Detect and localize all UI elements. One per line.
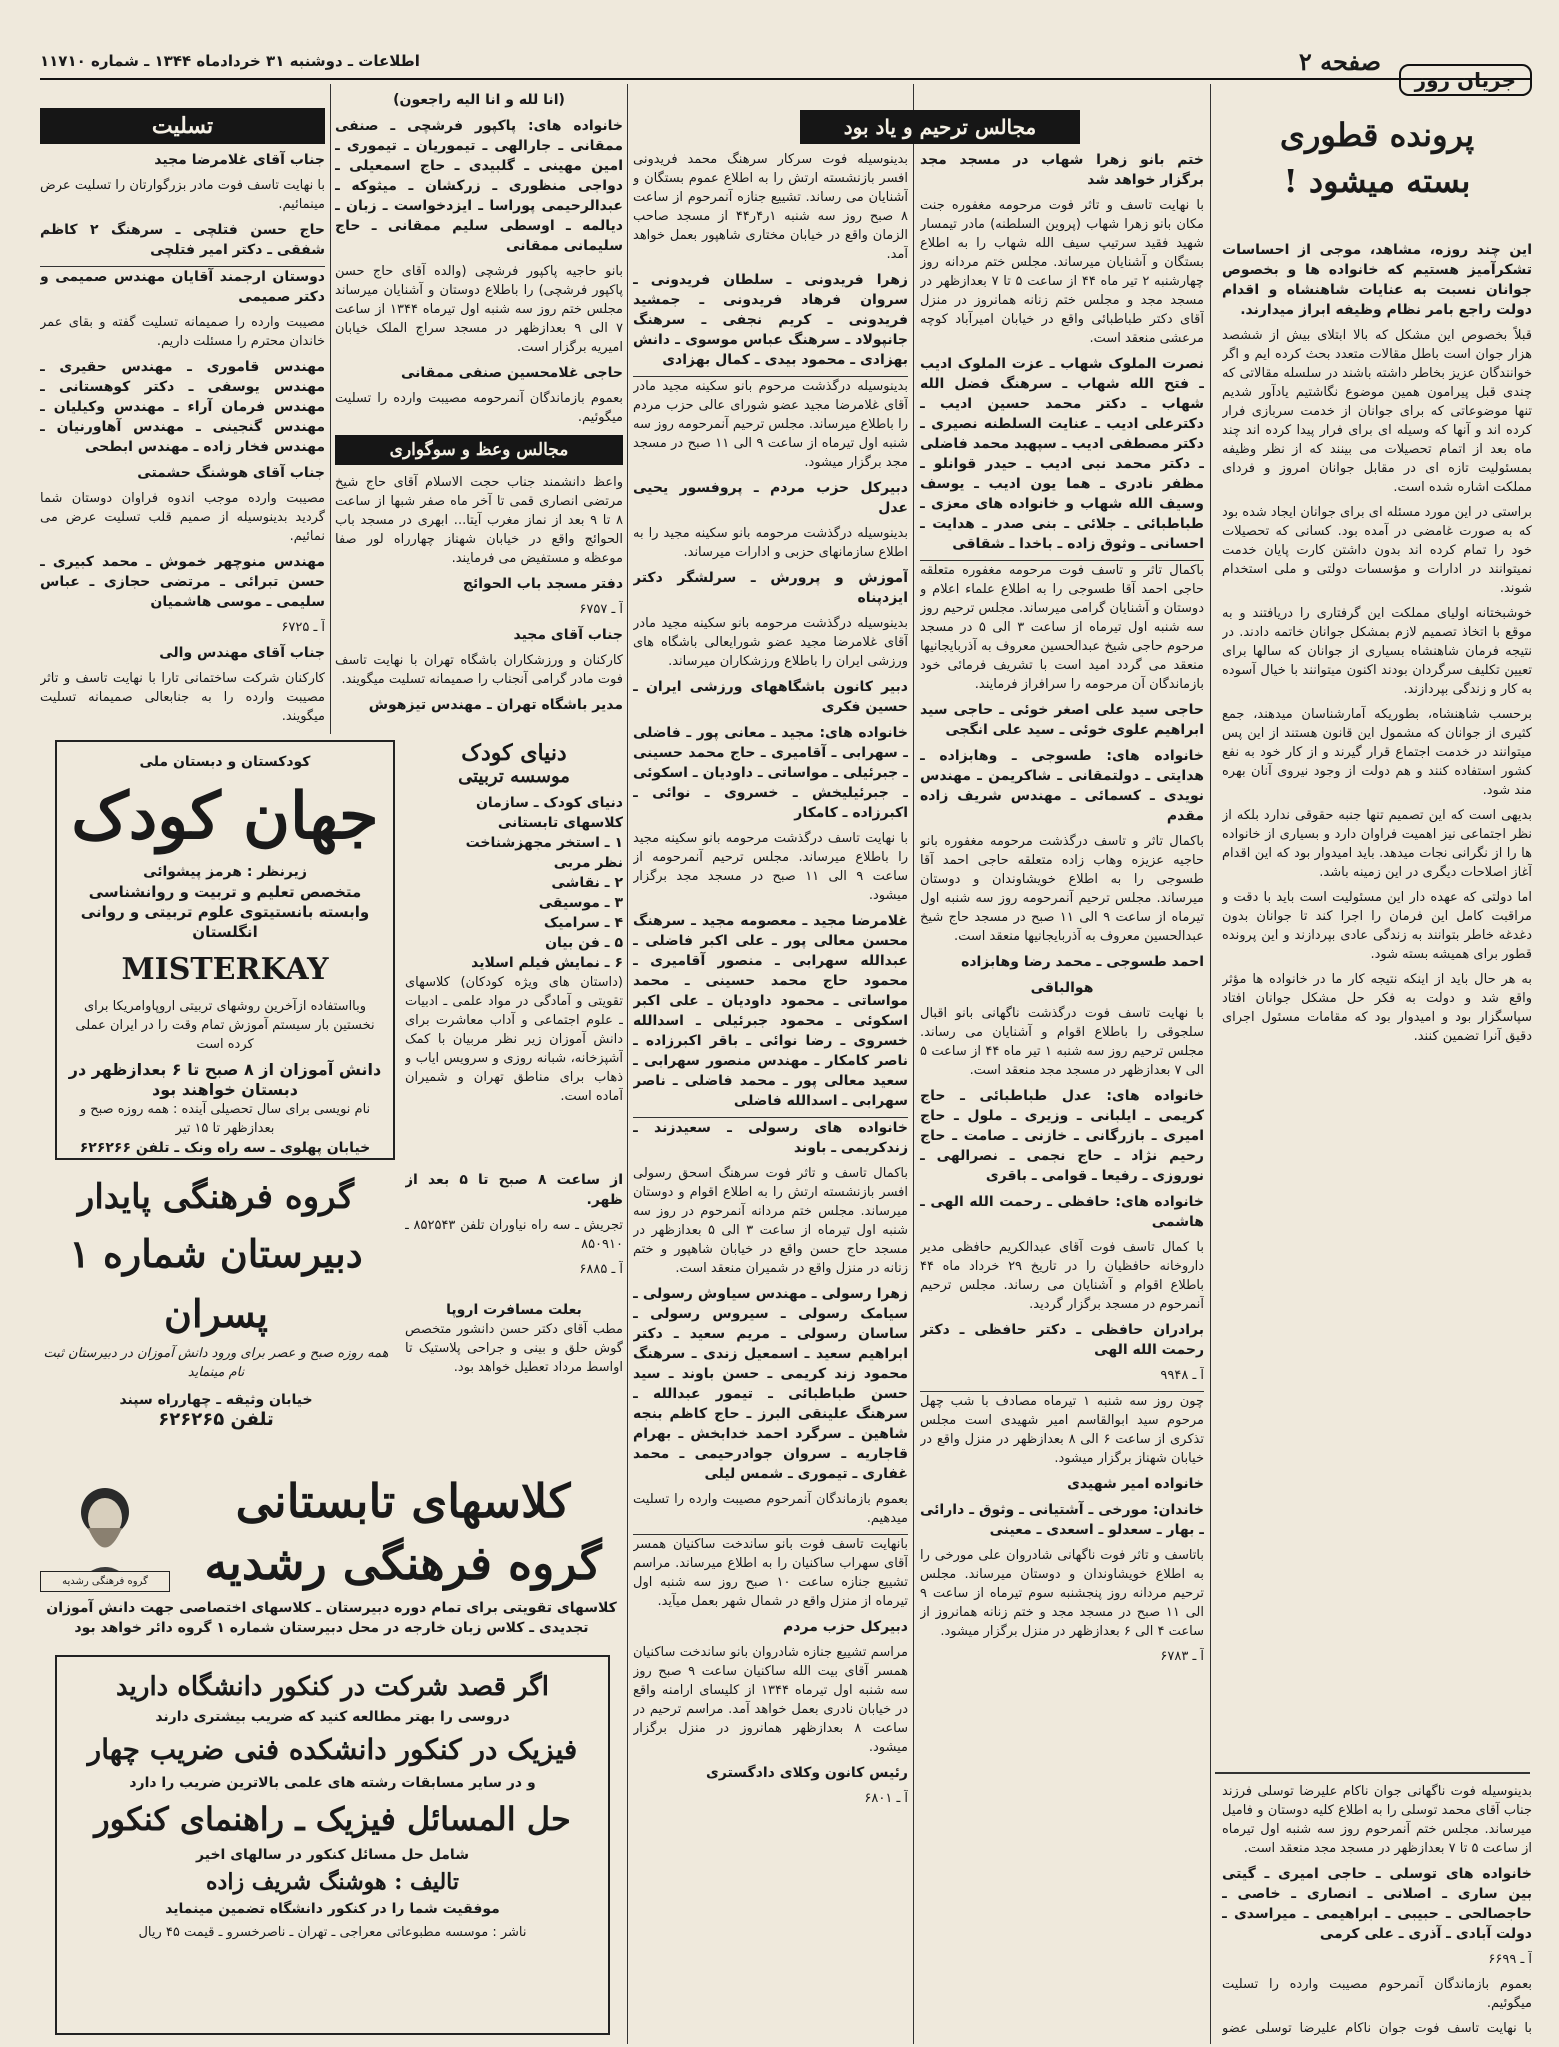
course-item: ۱ ـ استخر مجهزشناخت — [465, 835, 623, 851]
ad-text: وبااستفاده ازآخرین روشهای تربیتی اروپاوامریکا برای نخستین بار سیستم آموزش تمام وقت را در ایران عملی کرده است — [75, 999, 375, 1052]
notice-text: بدینوسیله فوت ناگهانی جوان ناکام علیرضا توسلی فرزند جناب آقای محمد توسلی را به اطلاع کلیه دوستان و فامیل میرساند. مجلس ختم آنمرحوم روز سه شنبه اول تیرماه از ساعت ۵ تا ۷ بعدازظهر در مسجد مجد منعقد است. — [1222, 1784, 1532, 1856]
notice-sign: رئیس کانون وکلای دادگستری — [706, 1765, 908, 1781]
ad-title: کلاسهای تابستانی — [235, 1474, 571, 1528]
course-item: کلاسهای تابستانی — [497, 815, 623, 831]
ad-school: دبیرستان شماره ۱ پسران — [69, 1231, 363, 1336]
notice-code: آ ـ ۶۸۰۱ — [864, 1791, 908, 1806]
obituary-tavassoli — [1222, 1782, 1532, 2037]
notice-text: کارکنان و ورزشکاران باشگاه تهران با نهایت تاسف فوت مادر گرامی آنجناب را صمیمانه تسلیت میگویند. — [335, 653, 623, 687]
ad-text: کلاسهای تقویتی برای تمام دوره دبیرستان ـ کلاسهای اختصاصی جهت دانش آموزان تجدیدی ـ کلاس زبان خارجه در محل دبیرستان شماره ۱ گروه دائر خواهد بود — [46, 1600, 617, 1636]
ad-text: و در سایر مسابقات رشته های علمی بالاترین ضریب را دارد — [129, 1775, 536, 1791]
notice-sign: دبیر کانون باشگاههای ورزشی ایران ـ حسین فکری — [633, 679, 908, 715]
ad-specialty: متخصص تعلیم و تربیت و روانشناسی وابسته بانستیتوی علوم تربیتی و روانی انگلستان — [80, 883, 370, 941]
notice-title: جناب آقای مجید — [513, 627, 623, 643]
notice-text: بدینوسیله فوت سرکار سرهنگ محمد فریدونی افسر بازنشسته ارتش را به اطلاع عموم بستگان و آشنایان می رساند. تشییع جنازه آنمرحوم از ساعت ۸ صبح روز سه شنبه ۱ر۴ر۴۴ از مسجد صاحب الزمان واقع در خیابان مختاری شاهپور بعمل خواهد آمد. — [633, 152, 908, 262]
ad-group: گروه فرهنگی پایدار — [77, 1177, 355, 1217]
notice-family: خانواده های: عدل طباطبائی ـ حاج کریمی ـ ایلبانی ـ وزیری ـ ملول ـ حاج امیری ـ بازرگانی ـ خازنی ـ صامت ـ حاج رحیم نژاد ـ حاج نجمی ـ نصرالهی ـ نوروزی ـ رفیعا ـ قوامی ـ باقری — [920, 1088, 1204, 1184]
ad-phone: تلفن ۶۲۶۲۶۵ — [158, 1409, 274, 1430]
notice-code: آ ـ ۶۷۸۳ — [1160, 1649, 1204, 1664]
notice-sign: احمد طسوجی ـ محمد رضا وهابزاده — [961, 954, 1204, 970]
notice-title: جناب آقای هوشنگ حشمتی — [137, 465, 325, 481]
notice-names: نصرت الملوک شهاب ـ عزت الملوک ادیب ـ فتح الله شهاب ـ سرهنگ فضل الله شهاب ـ دکتر محمد حسین ادیب ـ دکترعلی ادیب ـ عنایت السلطنه نصیری ـ دکتر مصطفی ادیب ـ سپهبد محمد فاضلی ـ دکتر محمد نبی ادیب ـ حیدر قوانلو ـ مظفر نادری ـ هما یون ادیب ـ یوسف وسیف الله شهاب و خانواده های معزی ـ طباطبائی ـ جلائی ـ بنی صدر ـ هدایت ـ احسانی ـ وثوق زاده ـ باخدا ـ شقاقی — [920, 356, 1204, 552]
notice-text: کارکنان شرکت ساختمانی تارا با نهایت تاسف و تاثر مصیبت وارده را به جنابعالی صمیمانه تسلیت میگویند. — [40, 671, 325, 724]
notice-text: با نهایت تاسف درگذشت مرحومه بانو سکینه مجید را باطلاع میرساند. مجلس ترحیم آنمرحومه از ساعت ۹ الی ۱۱ صبح در مسجد مجد برگزار میشود. — [633, 831, 908, 903]
notice-title: بعلت مسافرت اروپا — [446, 1302, 582, 1318]
course-item: دنیای کودک ـ سازمان — [475, 795, 623, 811]
ad-jahan-koodak — [55, 740, 395, 1160]
ad-text: همه روزه صبح و عصر برای ورود دانش آموزان در دبیرستان ثبت نام مینماید — [43, 1346, 389, 1380]
notice-text: مطب آقای دکتر حسن دانشور متخصص گوش حلق و بینی و جراحی پلاستیک تا اواسط مرداد تعطیل خواهد بود. — [405, 1322, 623, 1375]
notice-sign: دبیرکل حزب مردم ـ پروفسور یحیی عدل — [633, 480, 908, 516]
notice-text: با نهایت تاسف فوت مادر بزرگوارتان را تسلیت عرض مینمائیم. — [40, 178, 325, 212]
notice-text: باکمال تاثر و تاسف فوت مرحومه مغفوره متعلقه حاجی احمد آقا طسوجی را به اطلاع علماء اعلام و دوستان و آشنایان گرامی میرساند. مجلس ترحیم روز سه شنبه اول تیرماه از ساعت ۳ الی ۵ در مسجد مرحوم حاجی شیخ عبدالحسین معروف به آذربایجانیها منعقد می گردد امید است با تشریف فرمائی خود بازماندگان آن مرحومه را سرافراز فرمایند. — [920, 563, 1204, 692]
editorial-subheadline: بسته میشود ! — [1283, 162, 1471, 200]
notice-divider — [633, 1534, 908, 1535]
notice-text: بدینوسیله درگذشت مرحوم بانو سکینه مجید مادر آقای غلامرضا مجید عضو شورای عالی حزب مردم را باطلاع میرساند. مجلس ترحیم آنمرحومه روز سه شنبه اول تیرماه از ساعت ۹ الی ۱۱ صبح در مسجد مجد برگزار میشود. — [633, 379, 908, 470]
editorial-column — [1222, 64, 1532, 1764]
page-number: صفحه ۲ — [1298, 46, 1381, 76]
ad-donyaye-koodak-contact — [405, 1170, 623, 1280]
ad-author: تالیف : هوشنگ شریف زاده — [206, 1869, 459, 1895]
notice-family: خانواده های: پاکپور فرشچی ـ صنفی ممقانی ـ جارالهی ـ تیموریان ـ تیموری ـ امین مهینی ـ گلبیدی ـ حاج اسمعیلی ـ دواجی منظوری ـ زرکشان ـ میثوکه ـ عبدالرحیمی پوراسا ـ ایزدخواست ـ زبان ـ دیالمه ـ اوسطی سلیم ممقانی ـ حاج سلیمانی ممقانی — [335, 118, 623, 254]
editorial-paragraph: خوشبختانه اولیای مملکت این گرفتاری را دریافتند و به موقع با اتخاذ تصمیم لازم بمشکل جوانان خاتمه دادند. در نتیجه فرمان شاهنشاه بسیاری از جوانان که سالها برای تعیین تکلیف سرگردان بودند اکنون میتوانند با خیال آسوده به کار و زندگی بپردازند. — [1222, 606, 1532, 697]
notice-text: باکمال تاثر و تاسف درگذشت مرحومه مغفوره بانو حاجیه عزیزه وهاب زاده متعلقه حاجی احمد آقا طسوجی را به اطلاع خویشاوندان و دوستان میرساند. مجلس ترحیم آنمرحومه روز سه شنبه اول تیرماه از ساعت ۹ الی ۱۱ صبح در مسجد حاج شیخ عبدالحسین معروف به آذربایجانیها منعقد است. — [920, 834, 1204, 944]
ad-hours: از ساعت ۸ صبح تا ۵ بعد از ظهر. — [405, 1172, 623, 1208]
notice-close: بعموم بازماندگان آنمرحوم مصیبت وارده را تسلیت میدهیم. — [633, 1492, 908, 1526]
ad-headline: فیزیک در کنکور دانشکده فنی ضریب چهار — [87, 1733, 578, 1766]
notice-sign: دفتر مسجد باب الحوائج — [462, 576, 623, 592]
notice-text: مصیبت وارده موجب اندوه فراوان دوستان شما گردید بدینوسیله از صمیم قلب تسلیت عرض می نمائیم. — [40, 491, 325, 544]
ad-text: موفقیت شما را در کنکور دانشگاه تضمین مینماید — [165, 1901, 500, 1917]
editorial-paragraph: قبلاً بخصوص این مشکل که بالا ابتلای بیش از ششصد هزار جوان است باطل مقالات متعدد بحث کرده ایم و اگر خوانندگان عزیز بخاطر داشته باشند در سلسله مقالاتی که چندی قبل پیرامون همین موضوع نگاشتیم یادآور شدیم تنها موضوعاتی که برای جوانان از خدمت سربازی فرار کرده اند و آنها که وسیله ای برای فرار پیدا کرده اند چند ماه بعد از اتمام تحصیلات می بینند که از نظر وظیفه بمسئولیت تازه ای در مقابل جوانان امروز و فردای مملکت اشاره شده است. — [1222, 328, 1532, 495]
notice-text: بدینوسیله درگذشت مرحومه بانو سکینه مجید را به اطلاع سازمانهای حزبی و ادارات میرساند. — [633, 526, 908, 560]
condolence-column-5 — [40, 150, 325, 730]
notice-names: زهرا فریدونی ـ سلطان فریدونی ـ سروان فرهاد فریدونی ـ جمشید فریدونی ـ کریم نجفی ـ سرهنگ جانپولاد ـ سرهنگ عباس موسوی ـ دانش بهزادی ـ محمود بیدی ـ کمال بهزادی — [633, 272, 908, 368]
notice-close: بعموم بازماندگان آنمرحومه مصیبت وارده را تسلیت میگوئیم. — [335, 391, 623, 425]
notice-family: خانواده های توسلی ـ حاجی امیری ـ گیتی بین ساری ـ اصلانی ـ انصاری ـ خاصی ـ حاجصالحی ـ حبیبی ـ ابراهیمی ـ میراسدی ـ دولت آبادی ـ آذری ـ علی کرمی — [1222, 1866, 1532, 1942]
notice-family: خانواده های: مجید ـ معانی پور ـ فاضلی ـ سهرابی ـ آقامیری ـ حاج محمد حسینی ـ جبرئیلی ـ مواساتی ـ داودیان ـ اسکوئی ـ جبرئیلیخش ـ خسروی ـ نوائی ـ اکبرزاده ـ کامکار — [633, 725, 908, 821]
ad-publisher: ناشر : موسسه مطبوعاتی معراجی ـ تهران ـ ناصرخسرو ـ قیمت ۴۵ ریال — [138, 1925, 527, 1940]
notice-text: بدینوسیله درگذشت مرحومه بانو سکینه مجید مادر آقای غلامرضا مجید عضو شورایعالی باشگاه های ورزشی ایران را باطلاع ورزشکاران میرساند. — [633, 616, 908, 669]
notice-family: خاندان: مورخی ـ آشتیانی ـ وثوق ـ دارائی ـ بهار ـ سعدلو ـ اسعدی ـ معینی — [920, 1502, 1204, 1538]
notice-sign: برادران حافظی ـ دکتر حافظی ـ دکتر رحمت الله الهی — [920, 1322, 1204, 1358]
ad-kicker: کودکستان و دبستان ملی — [139, 754, 311, 770]
notice-code: آ ـ ۶۷۵۷ — [579, 602, 623, 617]
ad-text: (داستان های ویژه کودکان) کلاسهای تقویتی و آمادگی در مواد علمی ـ ادبیات ـ علوم اجتماعی و آداب معاشرت برای دانش آموزان زیر نظر مربیان با کمک آشپزخانه، شبانه روزی و سرویس ایاب و ذهاب برای مناطق تهران و شمیران آماده است. — [405, 975, 623, 1104]
ad-roshdieh — [40, 1470, 623, 1645]
notice-sign: حاج حسن فتلچی ـ سرهنگ ۲ کاظم شفقی ـ دکتر امیر فتلچی — [40, 222, 325, 258]
notice-title: جناب آقای مهندس والی — [159, 645, 325, 661]
column-divider — [1210, 84, 1211, 2044]
notice-sign: خانواده امیر شهیدی — [1067, 1476, 1204, 1492]
notice-family: خانواده های: طسوجی ـ وهابزاده ـ هدایتی ـ دولتمقانی ـ شاکریمن ـ مهندس نویدی ـ کسمائی ـ مهندس شریف زاده مقدم — [920, 748, 1204, 824]
issue-info: اطلاعات ـ دوشنبه ۳۱ خردادماه ۱۳۴۴ ـ شماره ۱۱۷۱۰ — [40, 52, 420, 70]
notice-text: با کمال تاسف فوت آقای عبدالکریم حافظی مدیر داروخانه حافظیان را در تاریخ ۲۹ خرداد ماه ۴۴ باطلاع اقوام و آشنایان می رساند. مجلس ترحیم آنمرحوم در مسجد برگزار گردید. — [920, 1240, 1204, 1312]
ad-logo-caption: گروه فرهنگی رشدیه — [40, 1571, 170, 1592]
ad-address: تجریش ـ سه راه نیاوران تلفن ۸۵۲۵۴۳ ـ ۸۵۰۹۱۰ — [405, 1218, 623, 1252]
notice-text: با نهایت تاسف فوت جوان ناکام علیرضا توسلی عضو — [1222, 2021, 1532, 2036]
ad-subtitle: موسسه تربیتی — [458, 766, 570, 787]
ad-donyaye-koodak — [405, 740, 623, 1160]
founder-portrait — [40, 1472, 170, 1592]
notice-europe-travel — [405, 1300, 623, 1460]
notice-text: چون روز سه شنبه ۱ تیرماه مصادف با شب چهل مرحوم سید ابوالقاسم امیر شهیدی است مجلس تذکری از ساعت ۶ الی ۸ بعدازظهر در منزل واقع در خیابان شهناز برگزار میشود. — [920, 1394, 1204, 1466]
notice-divider — [633, 376, 908, 377]
ad-text: شامل حل مسائل کنکور در سالهای اخیر — [196, 1847, 469, 1863]
notice-divider — [920, 1391, 1204, 1392]
notice-names: مهندس قاموری ـ مهندس حقیری ـ مهندس یوسفی ـ دکتر کوهستانی ـ مهندس فرمان آراء ـ مهندس وکیلیان ـ مهندس گنجینی ـ مهندس آهاورنیان ـ مهندس فخار زاده ـ مهندس ابطحی — [40, 359, 325, 455]
course-item: ۲ ـ نقاشی — [551, 875, 623, 891]
ad-title: اگر قصد شرکت در کنکور دانشگاه دارید — [116, 1672, 549, 1702]
notice-code: آ ـ ۹۹۴۸ — [1160, 1368, 1204, 1383]
notice-divider — [40, 266, 325, 267]
memorial-banner: مجالس ترحیم و یاد بود — [800, 110, 1080, 144]
ad-address: خیابان وثیقه ـ چهارراه سپند — [119, 1392, 313, 1408]
editorial-headline: پرونده قطوری — [1279, 116, 1475, 154]
editorial-paragraph: اما دولتی که عهده دار این مسئولیت است باید با دقت و مراقبت کامل این فرمان را اجرا کند تا جوانان بدون دغدغه خاطر بتوانند به زندگی عادی بپردازند و این پرونده قطور برای همیشه بسته شود. — [1222, 890, 1532, 962]
quran-verse: (انا لله و انا الیه راجعون) — [393, 92, 565, 108]
notice-title: خانواده های: حافظی ـ رحمت الله الهی ـ هاشمی — [920, 1194, 1204, 1230]
section-divider — [1215, 1772, 1530, 1774]
ad-title: دنیای کودک — [461, 740, 567, 766]
notice-close: بعموم بازماندگان آنمرحوم مصیبت وارده را تسلیت میگوئیم. — [1222, 1977, 1532, 2011]
editorial-paragraph: به هر حال باید از اینکه نتیجه کار ما در خانواده ها مؤثر واقع شد و دولت به فکر حل مشکل جوانان افتاد سپاسگزار بود و امیدوار بود که مقامات مسئول اجرای دقیق آنرا تضمین کنند. — [1222, 972, 1532, 1044]
notice-text: مصیبت وارده را صمیمانه تسلیت گفته و بقای عمر خاندان محترم را مسئلت داریم. — [40, 315, 325, 349]
notice-names: غلامرضا مجید ـ معصومه مجید ـ سرهنگ محسن معالی پور ـ علی اکبر فاضلی ـ عبدالله سهرابی ـ منصور آقامیری ـ محمود حاج محمد حسینی ـ محمد مواساتی ـ محمود داودیان ـ علی اکبر اسکوئی ـ محمود جبرئیلی ـ اسدالله خسروی ـ رضا نوائی ـ باقر اکبرزاده ـ ناصر کامکار ـ مهندس منصور سهرابی ـ سعید معالی پور ـ محمد فاضلی ـ ناصر سهرابی ـ اسدالله فاضلی — [633, 913, 908, 1109]
course-item: ۴ ـ سرامیک — [543, 915, 623, 931]
notice-sign: حاجی غلامحسین صنفی ممقانی — [400, 365, 623, 381]
editorial-paragraph: براستی در این مورد مسئله ای برای جوانان ایجاد شده بود که به صورت غامضی در آمده بود. کسانی که تحصیلات خود را تمام کرده اند بدون داشتن کارت پایان خدمت نمیتوانند در ادارات و مؤسسات دولتی و ملی استخدام شوند. — [1222, 505, 1532, 596]
notice-text: مراسم تشییع جنازه شادروان بانو ساندخت ساکنیان همسر آقای بیت الله ساکنیان ساعت ۹ صبح روز سه شنبه اول تیرماه ۱۳۴۴ از کلیسای ارامنه واقع در خیابان نادری بعمل خواهد آمد. مراسم ترحیم در ساعت ۸ بعدازظهر همانروز در منزل برگزار میشود. — [633, 1645, 908, 1755]
notice-text: واعظ دانشمند جناب حجت الاسلام آقای حاج شیخ مرتضی انصاری قمی تا آخر ماه صفر شبها از ساعت ۸ تا ۹ بعد از نماز مغرب آیتا... ابهری در مسجد باب الحوائج واقع در خیابان شهناز چهارراه لور صفا موعظه و مستفیض می فرمایند. — [335, 475, 623, 566]
course-item: ۵ ـ فن بیان — [545, 935, 623, 951]
editorial-paragraph: برحسب شاهنشاه، بطوریکه آمارشناسان میدهند، جمع کثیری از جوانان که مشمول این قانون هستند از این پس میتوانند در خدمت اجتماع قرار گیرند و از کار خود به نفع کشور استفاده کنند و هم دولت از وجود نیروی آنان بهره مند شود. — [1222, 707, 1532, 798]
ad-subtitle: گروه فرهنگی رشدیه — [204, 1536, 602, 1590]
course-list — [405, 793, 623, 973]
notice-text: با نهایت تاسف فوت درگذشت ناگهانی بانو اقبال سلجوقی را باطلاع اقوام و آشنایان می رساند. مجلس ترحیم روز سه شنبه ۱ تیر ماه ۴۴ از ساعت ۵ الی ۷ بعدازظهر در مسجد مجد منعقد است. — [920, 1006, 1204, 1078]
memorial-column-2 — [920, 150, 1204, 2040]
notice-text: باکمال تاسف و تاثر فوت سرهنگ اسحق رسولی افسر بازنشسته ارتش را به اطلاع اقوام و دوستان میرساند. مجلس ختم مردانه آنمرحوم در روز سه شنبه اول تیرماه از ساعت ۳ الی ۵ بعدازظهر در مسجد حاج حسن واقع در خیابان شاهپور و ختم زنانه در منزل واقع در شمیران منعقد است. — [633, 1166, 908, 1276]
notice-title: خانواده های رسولی ـ سعیدزند ـ زندکریمی ـ باوند — [633, 1120, 908, 1156]
ad-director: زیرنظر : هرمز پیشوائی — [143, 864, 307, 880]
notice-names: مهندس منوچهر خموش ـ محمد کبیری ـ حسن تبرائی ـ مرتضی حجازی ـ عباس سلیمی ـ موسی هاشمیان — [40, 554, 325, 610]
ad-registration: نام نویسی برای سال تحصیلی آینده : همه روزه صبح و بعدازظهر تا ۱۵ تیر — [79, 1102, 371, 1136]
notice-names: زهرا رسولی ـ مهندس سیاوش رسولی ـ سیامک رسولی ـ سیروس رسولی ـ ساسان رسولی ـ مریم سعید ـ دکتر ابراهیم سعید ـ اسمعیل زندی ـ سرهنگ محمود زند کریمی ـ حسن باوند ـ سید حسن طباطبائی ـ تیمور عبدالله ـ سرهنگ علینقی البرز ـ حاج کاظم بنجه شاهین ـ سرگرد احمد خدابخش ـ بهرام قاجاریه ـ سروان جوادرحیمی ـ محمد غفاری ـ تیموری ـ شمس لیلی — [633, 1286, 908, 1482]
ad-paydar — [40, 1170, 392, 1460]
ad-text: دروسی را بهتر مطالعه کنید که ضریب بیشتری دارند — [155, 1709, 510, 1725]
ad-book-title: حل المسائل فیزیک ـ راهنمای کنکور — [94, 1800, 571, 1838]
notice-sign: آموزش و پرورش ـ سرلشگر دکتر ایزدپناه — [633, 570, 908, 606]
course-item: ۳ ـ موسیقی — [538, 895, 623, 911]
sermon-banner: مجالس وعظ و سوگواری — [335, 435, 623, 465]
notice-divider — [633, 1117, 908, 1118]
editorial-lead: این چند روزه، مشاهد، موجی از احساسات تشکرآمیز هستیم که خانواده ها و بخصوص جوانان نسبت به عنایات شاهنشاه و اقدام دولت راجع بامر نظام وظیفه ابراز میدارند. — [1222, 242, 1532, 318]
ad-address — [40, 1644, 623, 1645]
notice-sign: مدیر باشگاه تهران ـ مهندس تیزهوش — [368, 697, 623, 713]
column-divider — [913, 84, 914, 2044]
ad-address: خیابان پهلوی ـ سه راه ونک ـ تلفن ۶۲۶۲۶۶ — [79, 1140, 371, 1156]
column-divider — [330, 84, 331, 734]
ad-brand: MISTERKAY — [121, 952, 329, 987]
ad-hours: دانش آموزان از ۸ صبح تا ۶ بعدازظهر در دبستان خواهند بود — [68, 1060, 382, 1099]
ad-title: جهان کودک — [71, 779, 379, 854]
section-tag: جریان روز — [1399, 64, 1532, 96]
editorial-paragraph: بدیهی است که این تصمیم تنها جنبه حقوقی ندارد بلکه از نظر اجتماعی نیز اهمیت فراوان دارد و بسیاری از خانواده ها را از نگرانی نجات میدهد. باید امیدوار بود که این اقدام آغاز اصلاحات دیگری در این زمینه باشد. — [1222, 808, 1532, 880]
notice-text: باتاسف و تاثر فوت ناگهانی شادروان علی مورخی را به اطلاع خویشاوندان و دوستان میرساند. مجلس ترحیم مردانه روز پنجشنبه سوم تیرماه از ساعت ۹ الی ۱۱ صبح در مسجد مجد و ختم زنانه همانروز از ساعت ۴ الی ۶ بعدازظهر در منزل برگزار میشود. — [920, 1548, 1204, 1639]
ad-code: آ ـ ۶۸۸۵ — [579, 1262, 623, 1277]
notice-title: دوستان ارجمند آقایان مهندس صمیمی و دکتر صمیمی — [40, 269, 325, 305]
notice-title: هوالباقی — [1030, 980, 1094, 996]
notice-code: آ ـ ۶۶۹۹ — [1488, 1952, 1532, 1967]
notice-text: بانهایت تاسف فوت بانو ساندخت ساکنیان همسر آقای سهراب ساکنیان را به اطلاع میرساند. مراسم تشییع جنازه ساعت ۱۰ صبح روز سه شنبه اول تیرماه از منزل واقع در شمال شهر بعمل میآید. — [633, 1537, 908, 1609]
memorial-column-3 — [633, 150, 908, 2040]
notice-title: ختم بانو زهرا شهاب در مسجد مجد برگزار خواهد شد — [920, 152, 1204, 188]
notice-title: جناب آقای غلامرضا مجید — [154, 152, 325, 168]
course-item: ۶ ـ نمایش فیلم اسلاید — [471, 955, 623, 971]
notice-divider — [920, 560, 1204, 561]
notice-text: بانو حاجیه پاکپور فرشچی (والده آقای حاج حسن پاکپور فرشچی) را باطلاع دوستان و آشنایان میرساند مجلس ختم روز سه شنبه اول تیرماه ۱۳۴۴ از ساعت ۷ الی ۹ بعدازظهر در مسجد سراج الملک خیابان امیریه برگزار است. — [335, 264, 623, 355]
notice-names: حاجی سید علی اصغر خوئی ـ حاجی سید ابراهیم علوی خوئی ـ سید علی انگجی — [920, 702, 1204, 738]
notice-code: آ ـ ۶۷۲۵ — [281, 620, 325, 635]
ad-konkur — [55, 1655, 610, 2035]
condolence-banner: تسلیت — [40, 108, 325, 144]
notice-text: با نهایت تاسف و تاثر فوت مرحومه مغفوره جنت مکان بانو زهرا شهاب (پروین السلطنه) مادر تیمسار شهید فقید سرتیپ سیف الله شهاب را به اطلاع بستگان و آشنایان میرساند. مجلس ختم مردانه روز چهارشنبه ۲ تیر ماه ۴۴ از ساعت ۵ تا ۷ بعدازظهر در مسجد مجد و مجلس ختم زنانه همانروز در منزل آقای دکتر طباطبائی واقع در خیابان امیرآباد کوچه مرعشی منعقد است. — [920, 198, 1204, 346]
column-divider — [627, 84, 628, 2044]
condolence-column-4 — [335, 90, 623, 730]
notice-sign: دبیرکل حزب مردم — [783, 1619, 908, 1635]
course-item: نظر مربی — [553, 855, 623, 871]
